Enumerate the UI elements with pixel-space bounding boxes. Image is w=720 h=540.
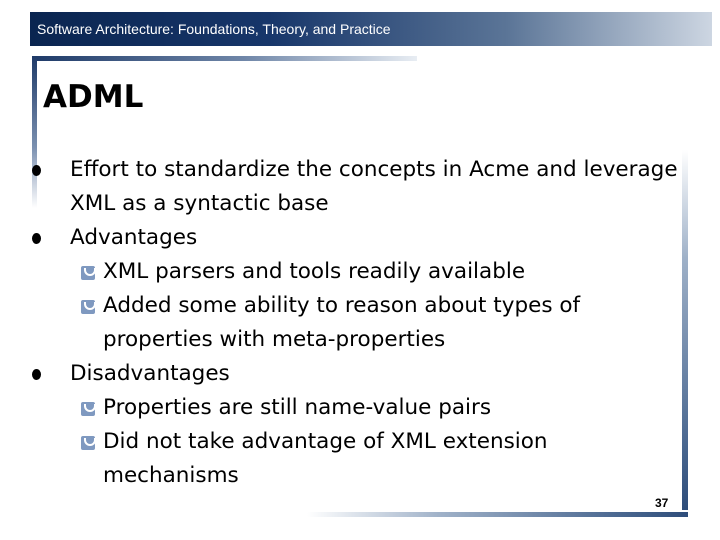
sub-bullet-icon bbox=[81, 266, 95, 280]
sub-bullet-icon bbox=[81, 300, 95, 314]
bullet-icon bbox=[32, 233, 41, 244]
bullet-text: Effort to standardize the concepts in Acme and leverage XML as a syntactic base bbox=[70, 157, 678, 216]
sub-bullet-text: Did not take advantage of XML extension mechanisms bbox=[103, 429, 548, 488]
bullet-list bbox=[30, 153, 690, 493]
sub-bullet-icon bbox=[81, 436, 95, 450]
sub-bullet-item bbox=[30, 425, 690, 493]
sub-bullet-item bbox=[30, 255, 690, 289]
bullet-item bbox=[30, 221, 690, 255]
slide-title: ADML bbox=[43, 79, 144, 115]
header-title: Software Architecture: Foundations, Theory, and Practice bbox=[37, 21, 391, 37]
decorative-rule-top bbox=[32, 56, 417, 61]
bullet-text: Advantages bbox=[70, 225, 198, 250]
page-number: 37 bbox=[655, 496, 669, 510]
bullet-item bbox=[30, 357, 690, 391]
sub-bullet-text: XML parsers and tools readily available bbox=[103, 259, 526, 284]
bullet-item bbox=[30, 153, 690, 221]
sub-bullet-icon bbox=[81, 402, 95, 416]
sub-bullet-text: Added some ability to reason about types of properties with meta-properties bbox=[103, 293, 581, 352]
bullet-text: Disadvantages bbox=[70, 361, 230, 386]
decorative-rule-bottom bbox=[307, 512, 688, 517]
bullet-icon bbox=[32, 369, 41, 380]
sub-bullet-item bbox=[30, 391, 690, 425]
bullet-icon bbox=[32, 165, 41, 176]
sub-bullet-text: Properties are still name-value pairs bbox=[103, 395, 492, 420]
sub-bullet-item bbox=[30, 289, 690, 357]
header-bar bbox=[30, 12, 712, 46]
